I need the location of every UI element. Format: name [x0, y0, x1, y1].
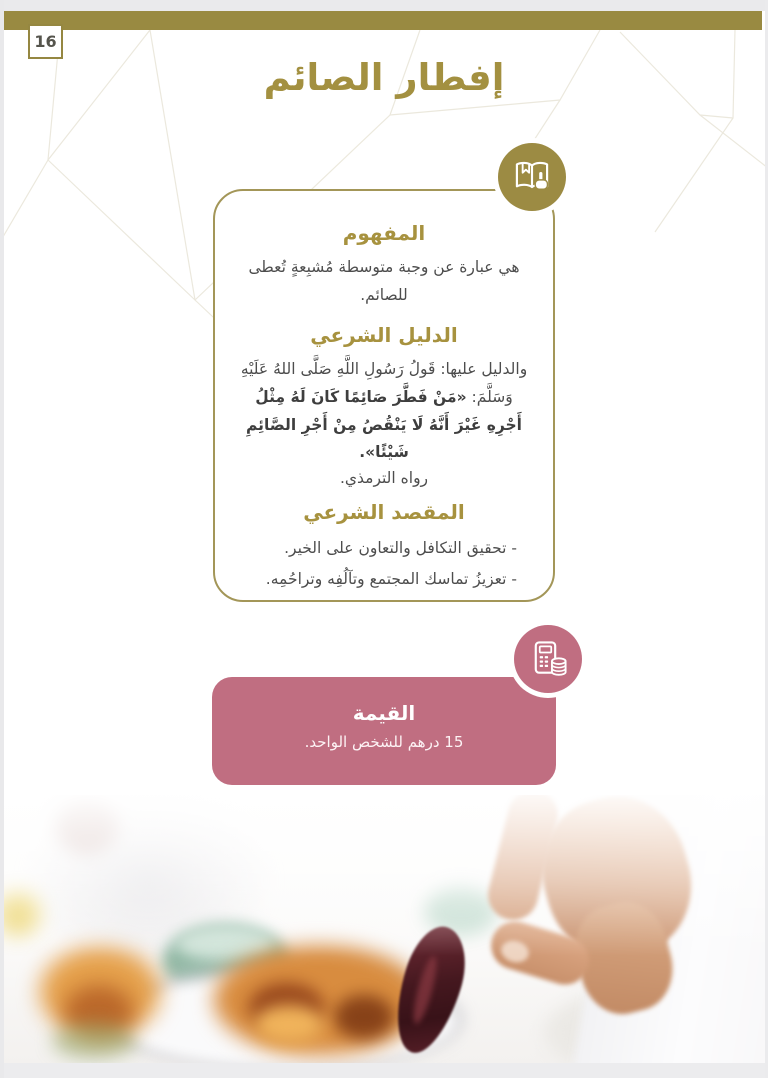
page-number-badge	[28, 24, 63, 59]
value-heading: القيمة	[352, 701, 416, 725]
evidence-heading: الدليل الشرعي	[310, 322, 458, 347]
scan-border-bottom	[0, 1063, 768, 1078]
evidence-hadith: «مَنْ فَطَّرَ صَائِمًا كَانَ لَهُ مِثْلُ أَجْرِهِ غَيْرَ أَنَّهُ لَا يَنْقُصُ مِنْ أَجْرِ الصَّائِمِ شَيْئًا».	[245, 387, 522, 462]
scan-border-left	[0, 0, 4, 1078]
concept-heading: المفهوم	[342, 221, 426, 245]
purpose-bullets	[239, 533, 529, 595]
purpose-bullet-2: - تعزيزُ تماسك المجتمع وتآلُفِه وتراحُمِه.	[265, 570, 517, 589]
open-book-with-hand-icon	[509, 154, 555, 200]
evidence-narrator: رواه الترمذي.	[339, 469, 429, 488]
concept-body: هي عبارة عن وجبة متوسطة مُشبِعةٍ تُعطى للصائم.	[248, 258, 520, 304]
scan-border-top	[0, 0, 768, 11]
value-box	[212, 677, 556, 785]
calculator-with-coins-icon	[525, 636, 571, 682]
value-badge	[514, 625, 582, 693]
photo-light-overlay	[4, 795, 765, 956]
info-card	[213, 189, 555, 602]
purpose-heading: المقصد الشرعي	[303, 500, 465, 525]
iftar-photo	[4, 795, 765, 1063]
purpose-bullet-1: - تحقيق التكافل والتعاون على الخير.	[284, 539, 517, 558]
page-title: إفطار الصائم	[263, 56, 505, 99]
evidence-intro: والدليل عليها: قَولُ رَسُولِ اللَّهِ صَلَّى اللهُ عَلَيْهِ وَسَلَّمَ:	[240, 359, 528, 406]
page-number: 16	[34, 32, 57, 51]
header-bar	[4, 11, 762, 30]
concept-badge	[498, 143, 566, 211]
value-amount: 15 درهم للشخص الواحد.	[304, 733, 464, 751]
evidence-body	[239, 356, 529, 468]
